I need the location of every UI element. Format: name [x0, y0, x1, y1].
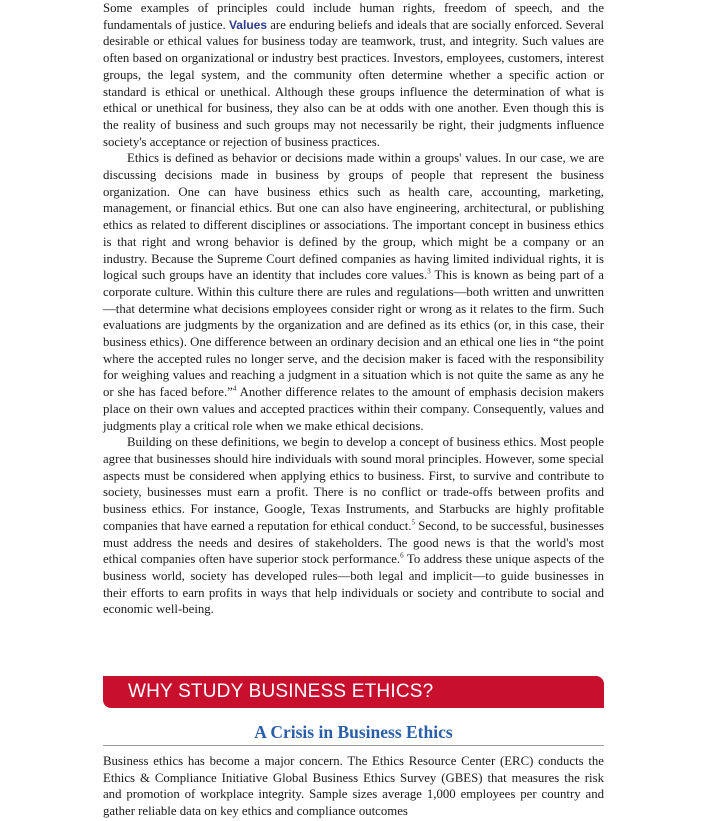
footnote-ref-3: 3 [427, 267, 431, 276]
p2-text-b: This is known as being part of a corporate culture. Within this culture there are rules and regulations—both written and unwritten—that determine what decisions employees consider right or wrong as it relates to the firm. Such evaluations are judgments by the organization and are defined as its ethics (or, in this case, their business ethics). One difference between an ordinary decision and an ethical one lies in “the point where the accepted rules no longer serve, and the decision maker is faced with the responsibility for weighing values and reaching a judgment in a situation which is not quite the same as any he or she has faced before.” [103, 268, 604, 400]
p3-text-c: To address these unique aspects of the business world, society has developed rules—both legal and implicit—to guide businesses in their efforts to earn profits in ways that help individuals or society and contribute to social and economic well-being. [103, 552, 605, 617]
paragraph-business-ethics-concept [103, 434, 604, 618]
footnote-ref-4: 4 [232, 384, 237, 393]
paragraph-values [103, 0, 604, 150]
footnote-ref-6: 6 [400, 551, 404, 560]
p1-text-end: are enduring beliefs and ideals that are socially enforced. Several desirable or ethical values for business today are teamwork, trust, and integrity. Such values are often based on organizational or industry best practices. Investors, employees, customers, interest groups, the legal system, and the community often determine whether a specific action or standard is ethical or unethical. Although these groups influence the determination of what is ethical or unethical for business, they also can be at odds with one another. Even though this is the reality of business and such groups may not necessarily be right, their judgments influence society's acceptance or rejection of business practices. [103, 17, 604, 149]
body-text [103, 0, 604, 618]
paragraph-ethics-definition [103, 150, 604, 434]
subsection-heading: A Crisis in Business Ethics [254, 722, 453, 742]
paragraph-crisis: Business ethics has become a major concern. The Ethics Resource Center (ERC) conducts the Ethics & Compliance Initiative Global Business Ethics Survey (GBES) that measures the risk and promotion of workplace integrity. Sample sizes average 1,000 employees per country and gather reliable data on key ethics and compliance outcomes [103, 754, 604, 819]
subsection-divider [103, 745, 604, 746]
section-banner [103, 676, 604, 708]
p1-text-start: Some examples of principles could include human rights, freedom of speech, and the fundamentals of justice. [103, 1, 604, 32]
section-title: WHY STUDY BUSINESS ETHICS? [128, 681, 434, 702]
keyword-values: Values [228, 17, 267, 32]
p3-text-b: Second, to be successful, businesses must address the needs and desires of stakeholders. The good news is that the world's most ethical companies often have superior stock performance. [103, 518, 604, 567]
footnote-ref-5: 5 [411, 518, 415, 527]
section-body [103, 753, 604, 820]
p3-text-a: Building on these definitions, we begin to develop a concept of business ethics. Most people agree that businesses should hire individuals with sound moral principles. However, some special aspects must be considered when applying ethics to business. First, to survive and contribute to society, businesses must earn a profit. There is no conflict or trade-offs between profits and business ethics. For instance, Google, Texas Instruments, and Starbucks are highly profitable companies that have earned a reputation for ethical conduct. [103, 435, 604, 533]
p2-text-c: Another difference relates to the amount of emphasis decision makers place on their own values and accepted practices within their company. Consequently, values and judgments play a critical role when we make ethical decisions. [103, 385, 604, 433]
p2-text-a: Ethics is defined as behavior or decisions made within a groups' values. In our case, we are discussing decisions made in business by groups of people that represent the business organization. One can have business ethics such as health care, accounting, marketing, management, or financial ethics. But one can also have engineering, architectural, or publishing ethics as related to different disciplines or associations. The important concept in business ethics is that right and wrong behavior is defined by the group, which might be a company or an industry. Because the Supreme Court defined companies as having limited individual rights, it is logical such groups have an identity that includes core values. [103, 151, 604, 283]
